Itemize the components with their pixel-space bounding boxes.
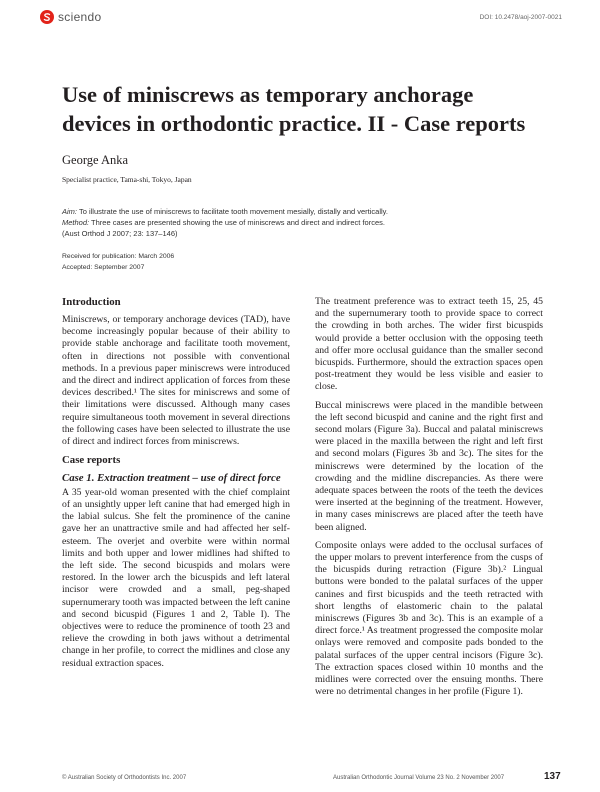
method-text: Three cases are presented showing the use of miniscrews and direct and indirect forces.	[89, 218, 385, 227]
method-label: Method:	[62, 218, 90, 227]
aim-label: Aim:	[62, 207, 77, 216]
author-name: George Anka	[62, 153, 129, 167]
article-title: Use of miniscrews as temporary anchorage devices in orthodontic practice. II - Case reports	[62, 82, 526, 136]
treatment-paragraph: The treatment preference was to extract teeth 15, 25, 45 and the supernumerary tooth to provide space to correct the crowding in both arches. The wider first bicuspids would provide a better occlusion with the opposing teeth and offer more occlusal guidance than the smaller second bicuspids. Furthermore, should the extraction spaces open post-treatment they would be less visible and easier to close.	[315, 296, 543, 393]
author-affiliation: Specialist practice, Tama-shi, Tokyo, Japan	[62, 175, 192, 184]
abstract	[62, 206, 482, 239]
publisher-logo	[40, 10, 101, 24]
abstract-method	[62, 217, 482, 228]
left-column	[62, 296, 290, 676]
footer-copyright: © Australian Society of Orthodontists Inc. 2007	[62, 775, 187, 781]
right-column	[315, 296, 543, 705]
case-1-heading: Case 1. Extraction treatment – use of direct force	[62, 472, 281, 485]
footer-journal: Australian Orthodontic Journal Volume 23 No. 2 November 2007	[333, 775, 505, 781]
composite-onlays-paragraph: Composite onlays were added to the occlusal surfaces of the upper molars to prevent interference from the cusps of the bicuspids during retraction (Figure 3b).² Lingual buttons were bonded to the palatal surfaces of the upper canines and first bicuspids and the teeth retracted with short lengths of elastomeric chain to the palatal miniscrews (Figures 3b and 3c). This is an example of a direct force.¹ As treatment progressed the composite molar onlays were removed and composite pads bonded to the palatal surfaces of the upper central incisors (Figure 3c). The extraction spaces closed within 10 months and the midlines were corrected over the ensuing months. There were no detrimental changes in her profile (Figure 1).	[315, 539, 543, 698]
publication-dates	[62, 252, 174, 273]
case-reports-heading: Case reports	[62, 454, 121, 467]
sciendo-logo-icon	[40, 10, 54, 24]
introduction-heading: Introduction	[62, 296, 121, 308]
case-1-paragraph: A 35 year-old woman presented with the chief complaint of an unsightly upper left canine that had emerged high in the labial sulcus. She felt the prominence of the canine gave her an unattractive smile and had affected her self-esteem. The overjet and overbite were within normal limits and both upper and lower midlines had shifted to the left side. The second bicuspids and molars were restored. In the lower arch the bicuspids and left lateral incisor were crowded and a small, peg-shaped supernumerary tooth was impacted between the left canine and second bicuspid (Figures 1 and 2, Table I). The objectives were to reduce the prominence of tooth 23 and relieve the crowding in both jaws without a detrimental change in her profile, to correct the midlines and close any residual extraction spaces.	[62, 486, 290, 669]
abstract-citation: (Aust Orthod J 2007; 23: 137–146)	[62, 229, 178, 238]
accepted-date: Accepted: September 2007	[62, 263, 145, 271]
doi-link[interactable]: DOI: 10.2478/aoj-2007-0021	[479, 14, 562, 21]
page-number: 137	[544, 771, 561, 782]
publisher-name: sciendo	[58, 10, 102, 24]
received-date: Received for publication: March 2006	[62, 253, 175, 260]
aim-text: To illustrate the use of miniscrews to facilitate tooth movement mesially, distally and vertically.	[77, 207, 388, 216]
introduction-paragraph: Miniscrews, or temporary anchorage devices (TAD), have become increasingly popular because of their ability to provide stable anchorage and facilitate tooth movement, often in directions not possible with conventional methods. In a previous paper miniscrews were introduced and the direct and indirect application of forces from these devices described.¹ The sites for miniscrews and some of their limitations were discussed. Although many cases require simultaneous tooth movement in several directions the following cases have been selected to illustrate the use of direct and indirect forces from miniscrews.	[62, 314, 290, 448]
miniscrew-placement-paragraph: Buccal miniscrews were placed in the mandible between the left second bicuspid and canine and the right first and second molars (Figure 3a). Buccal and palatal miniscrews were placed in the maxilla between the right and left first and second molars (Figures 3b and 3c). The sites for the miniscrews were determined by the location of the crowding and the midline discrepancies. As there were adequate spaces between the roots of the teeth the devices were inserted at the beginning of the treatment. However, in many cases miniscrews are placed after the teeth have been aligned.	[315, 399, 543, 533]
abstract-aim	[62, 206, 482, 217]
